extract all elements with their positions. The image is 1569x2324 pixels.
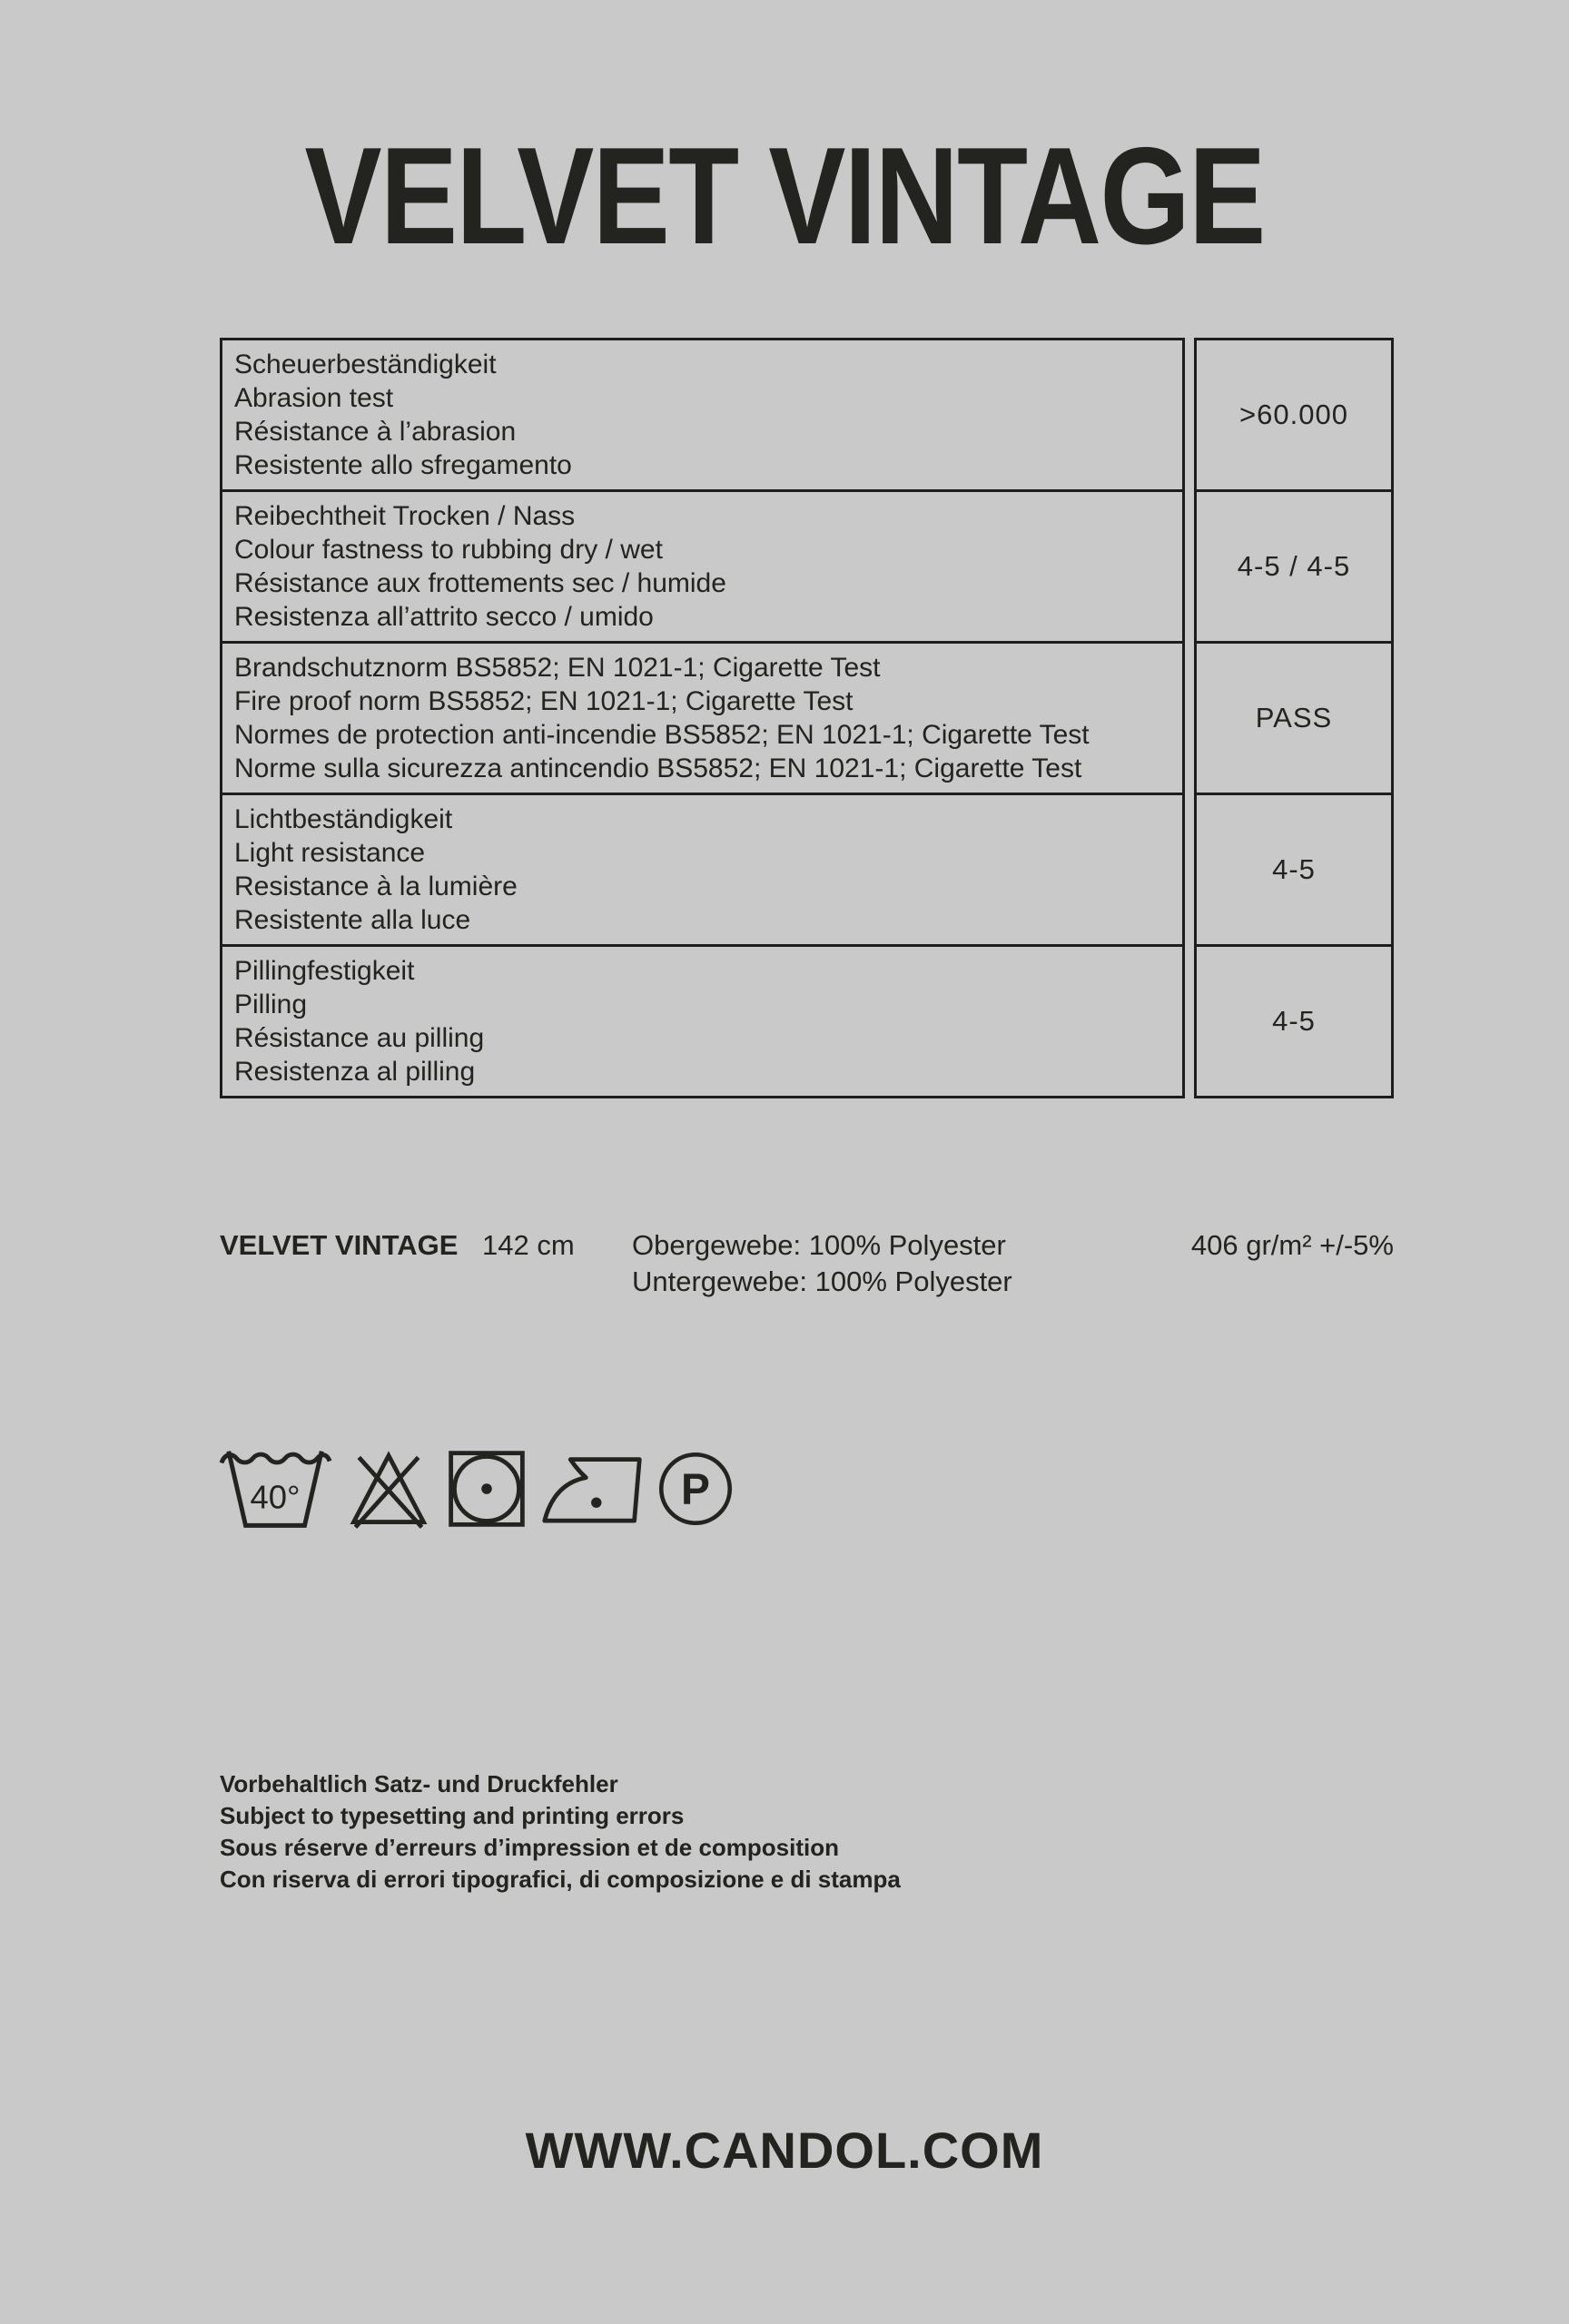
label-it: Resistente allo sfregamento (234, 450, 572, 480)
label-it: Norme sulla sicurezza antincendio BS5852; EN 1021-1; Cigarette Test (234, 753, 1082, 783)
test-value-cell: PASS (1194, 641, 1394, 795)
label-fr: Résistance au pilling (234, 1023, 485, 1053)
label-de: Lichtbeständigkeit (234, 804, 453, 834)
care-symbols-row (216, 1443, 737, 1534)
test-name-cell (220, 641, 1185, 795)
test-name-cell (220, 489, 1185, 644)
wash-temp-label: 40° (250, 1478, 301, 1516)
test-value-cell: 4-5 (1194, 944, 1394, 1098)
label-en: Light resistance (234, 838, 426, 868)
table-row-light (220, 793, 1394, 947)
label-it: Resistenza al pilling (234, 1057, 476, 1087)
disclaimer-en: Subject to typesetting and printing errors (220, 1802, 685, 1829)
tumble-dry-low-icon (443, 1443, 530, 1534)
fabric-weight: 406 gr/m² +/-5% (1190, 1229, 1394, 1261)
test-name-cell (220, 944, 1185, 1098)
label-en: Fire proof norm BS5852; EN 1021-1; Cigarette Test (234, 686, 854, 716)
label-fr: Résistance à l’abrasion (234, 417, 517, 447)
label-en: Colour fastness to rubbing dry / wet (234, 535, 663, 565)
label-en: Abrasion test (234, 383, 394, 413)
label-de: Pillingfestigkeit (234, 956, 415, 986)
page-title: VELVET VINTAGE (304, 119, 1265, 273)
test-value-cell: 4-5 / 4-5 (1194, 489, 1394, 644)
do-not-bleach-icon (343, 1443, 434, 1534)
test-name-cell (220, 338, 1185, 492)
composition-top: Obergewebe: 100% Polyester (632, 1229, 1006, 1261)
label-it: Resistenza all’attrito secco / umido (234, 602, 654, 632)
fabric-info-row (220, 1227, 1394, 1300)
label-en: Pilling (234, 990, 308, 1019)
disclaimer-block (220, 1768, 901, 1896)
label-fr: Resistance à la lumière (234, 872, 518, 901)
disclaimer-de: Vorbehaltlich Satz- und Druckfehler (220, 1770, 618, 1797)
fabric-width: 142 cm (482, 1229, 575, 1261)
table-row-fire (220, 641, 1394, 795)
website-url: WWW.CANDOL.COM (525, 2122, 1044, 2179)
label-fr: Normes de protection anti-incendie BS5852; EN 1021-1; Cigarette Test (234, 720, 1090, 750)
label-fr: Résistance aux frottements sec / humide (234, 568, 726, 598)
label-de: Brandschutznorm BS5852; EN 1021-1; Cigarette Test (234, 653, 881, 683)
dry-clean-label: P (681, 1465, 710, 1514)
disclaimer-fr: Sous réserve d’erreurs d’impression et de composition (220, 1834, 839, 1861)
label-de: Scheuerbeständigkeit (234, 350, 497, 379)
dry-clean-p-icon (654, 1443, 737, 1534)
composition-bottom: Untergewebe: 100% Polyester (632, 1265, 1012, 1297)
test-value-cell: >60.000 (1194, 338, 1394, 492)
table-row-abrasion (220, 338, 1394, 492)
test-name-cell (220, 793, 1185, 947)
fabric-name: VELVET VINTAGE (220, 1229, 459, 1261)
table-row-rubbing (220, 489, 1394, 644)
spec-table (220, 338, 1394, 1098)
table-row-pilling (220, 944, 1394, 1098)
wash-40-icon (216, 1443, 334, 1534)
label-it: Resistente alla luce (234, 905, 471, 935)
label-de: Reibechtheit Trocken / Nass (234, 501, 576, 531)
test-value-cell: 4-5 (1194, 793, 1394, 947)
disclaimer-it: Con riserva di errori tipografici, di composizione e di stampa (220, 1866, 901, 1893)
iron-low-icon (539, 1443, 645, 1534)
fabric-composition (632, 1227, 1191, 1300)
